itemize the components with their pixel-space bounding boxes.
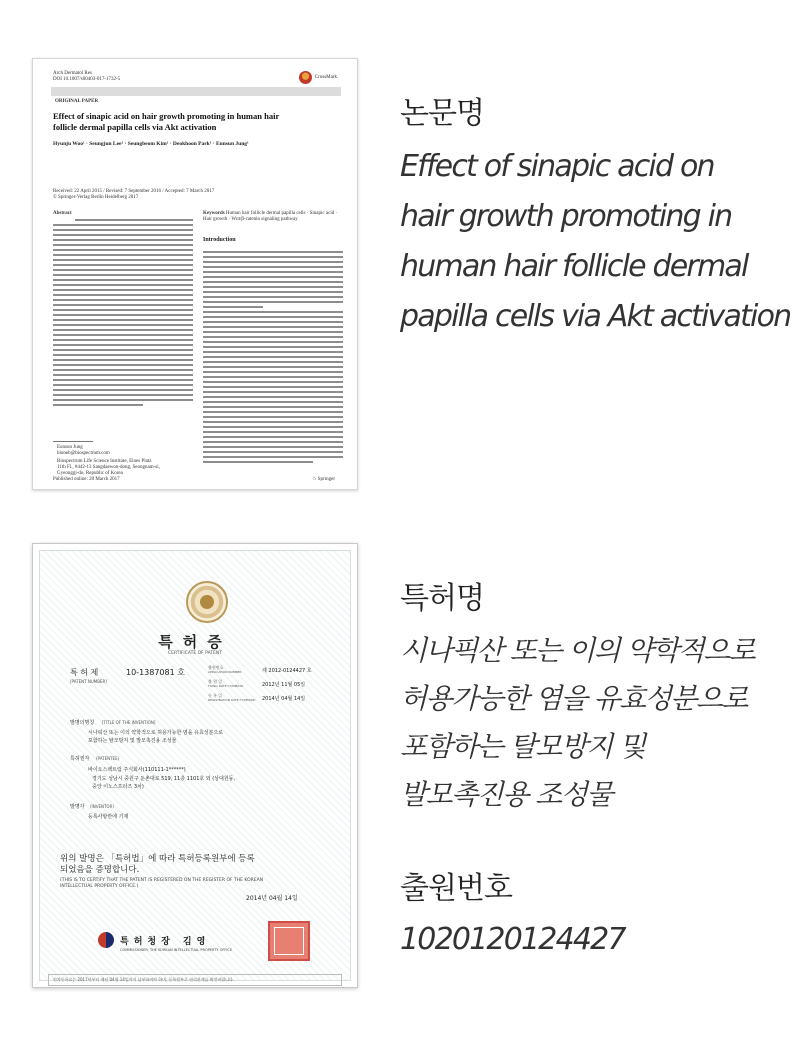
paper-title [53, 111, 303, 133]
introduction-label: Introduction [203, 237, 236, 243]
paper-title-line: hair growth promoting in [400, 199, 732, 234]
certification-statement-en [60, 878, 263, 890]
paper-title-line: Effect of sinapic acid on hair growth promoting in human hair [53, 111, 280, 121]
filing-label-en: FILING DATE:YY/MM/DD [208, 684, 243, 688]
paper-copyright: © Springer-Verlag Berlin Heidelberg 2017 [53, 195, 139, 200]
publisher-logo [312, 477, 335, 483]
abstract-text-block [53, 219, 193, 409]
statement-en-line: INTELLECTUAL PROPERTY OFFICE.) [60, 884, 139, 889]
paper-thumbnail [32, 58, 358, 490]
certificate-subtitle: CERTIFICATE OF PATENT [167, 651, 223, 656]
paper-title-line: Effect of sinapic acid on [400, 149, 714, 184]
invention-label: 발명의명칭 [70, 720, 95, 726]
patentee-address-line: 경기도 성남시 중원구 둔촌대로 519, 11층 1101호 외 (상대원동, [92, 776, 236, 782]
patent-title-text [400, 627, 754, 819]
application-number: 1020120124427 [400, 922, 625, 957]
patentee-address-line: 중앙 이노스프라즈 3차) [92, 784, 144, 790]
registration-label: 등 록 일 [208, 693, 223, 698]
official-seal-icon [268, 921, 310, 961]
affiliation: Biospectrum Life Science Institute, Eines Platz 11th Fl., #442-13 Sangdaewon-dong, Seongnam-si, Gyeonggi-do, Republic of Korea [57, 459, 160, 476]
contact-email: bioneb@biospectrum.com [57, 451, 110, 456]
paper-title-line: follicle dermal papilla cells via Akt activation [53, 122, 217, 132]
filing-value: 2012년 11월 05일 [262, 682, 306, 688]
journal-name: Arch Dermatol Res [53, 71, 92, 76]
inventor-label: 발명자 [70, 804, 85, 810]
patent-number-en: [PATENT NUMBER] [70, 679, 107, 684]
patentee-name: 바이오스펙트럼 주식회사(110111-1******) [88, 767, 186, 773]
patent-number: 10-1387081 호 [126, 668, 185, 677]
section-bar [51, 87, 341, 104]
crossmark-icon [299, 71, 312, 84]
inventor-value: 등록사항란에 기재 [88, 814, 129, 820]
paper-title-line: human hair follicle dermal [400, 249, 748, 284]
contact-name: Eunsun Jung [57, 445, 83, 450]
government-emblem-icon [186, 581, 228, 623]
application-label: 출원번호 [208, 665, 224, 670]
crossmark-badge [299, 71, 337, 84]
certificate-date: 2014년 04월 14일 [246, 895, 298, 902]
issuer-name-en: COMMISSIONER, THE KOREAN INTELLECTUAL PROPERTY OFFICE [120, 948, 233, 952]
patent-title-line: 포함하는 탈모방지 및 [400, 730, 645, 763]
patentee-label-en: (PATENTEE) [96, 756, 120, 761]
published-date: Published online: 20 March 2017 [53, 477, 120, 482]
patent-heading: 특허명 [400, 581, 484, 616]
statement-en-line: (THIS IS TO CERTIFY THAT THE PATENT IS REGISTERED ON THE REGISTER OF THE KOREAN [60, 878, 264, 883]
application-value: 제 2012-0124427 호 [262, 668, 312, 674]
inventor-label-en: (INVENTOR) [90, 804, 114, 809]
publisher-name: Springer [317, 477, 335, 482]
introduction-text-block [203, 251, 343, 466]
patent-title-line: 발모촉진용 조성물 [400, 778, 612, 811]
patentee-label: 특허권자 [70, 756, 90, 762]
invention-line: 시나픽산 또는 이의 약학적으로 허용가능한 염을 유효성분으로 [88, 730, 224, 736]
patent-certificate-thumbnail [32, 543, 358, 988]
keywords-block [203, 211, 343, 223]
patent-title-line: 허용가능한 염을 유효성분으로 [400, 682, 747, 715]
keywords-text: Human hair follicle dermal papilla cells · Sinapic acid · Hair growth · Wnt/β-catenin signaling pathway [203, 211, 338, 222]
invention-line: 포함하는 탈모방지 및 발모촉진용 조성물 [88, 738, 177, 744]
certification-statement [60, 854, 255, 876]
filing-label: 출 원 일 [208, 679, 223, 684]
registration-value: 2014년 04월 14일 [262, 696, 306, 702]
paper-received: Received: 22 April 2015 / Revised: 7 September 2016 / Accepted: 7 March 2017 [53, 189, 215, 194]
paper-authors: Hyunju Woo¹ · Seungjun Lee¹ · Seungbeom Kim¹ · Deokhoon Park¹ · Eunsun Jung¹ [53, 141, 249, 147]
invention-label-en: [TITLE OF THE INVENTION] [102, 720, 156, 725]
paper-heading: 논문명 [400, 96, 484, 131]
abstract-label: Abstract [53, 211, 72, 216]
keywords-label: Keywords [203, 211, 225, 216]
registration-label-en: REGISTRATION DATE:YY/MM/DD [208, 698, 256, 702]
crossmark-label: CrossMark [314, 75, 337, 80]
application-heading: 출원번호 [400, 871, 512, 906]
patent-title-line: 시나픽산 또는 이의 약학적으로 [400, 634, 755, 667]
issuer-name: 특허청장 김영 [120, 937, 211, 947]
application-label-en: APPLICATION NUMBER [208, 670, 242, 674]
certificate-footer: 연차등록료는 2017년부터 매년 04월 14일까지 납부하여야 하며, 등록원부로 권리관계를 확인바랍니다. [48, 974, 342, 986]
section-bar-label: ORIGINAL PAPER [55, 99, 99, 104]
kipo-logo-icon [98, 932, 114, 948]
paper-doi: DOI 10.1007/s00403-017-1732-5 [53, 77, 121, 82]
certificate-title: 특허증 [158, 633, 232, 651]
certificate-border [39, 550, 351, 981]
patent-label: 특 허 제 [70, 668, 99, 677]
paper-title-line: papilla cells via Akt activation [400, 299, 791, 334]
footnote-rule [53, 441, 93, 442]
springer-icon: ♘ [312, 477, 318, 482]
paper-title-text [400, 142, 790, 342]
statement-line: 위의 발명은 「특허법」에 따라 특허등록원부에 등록 [60, 854, 255, 864]
statement-line: 되었음을 증명합니다. [60, 865, 140, 875]
